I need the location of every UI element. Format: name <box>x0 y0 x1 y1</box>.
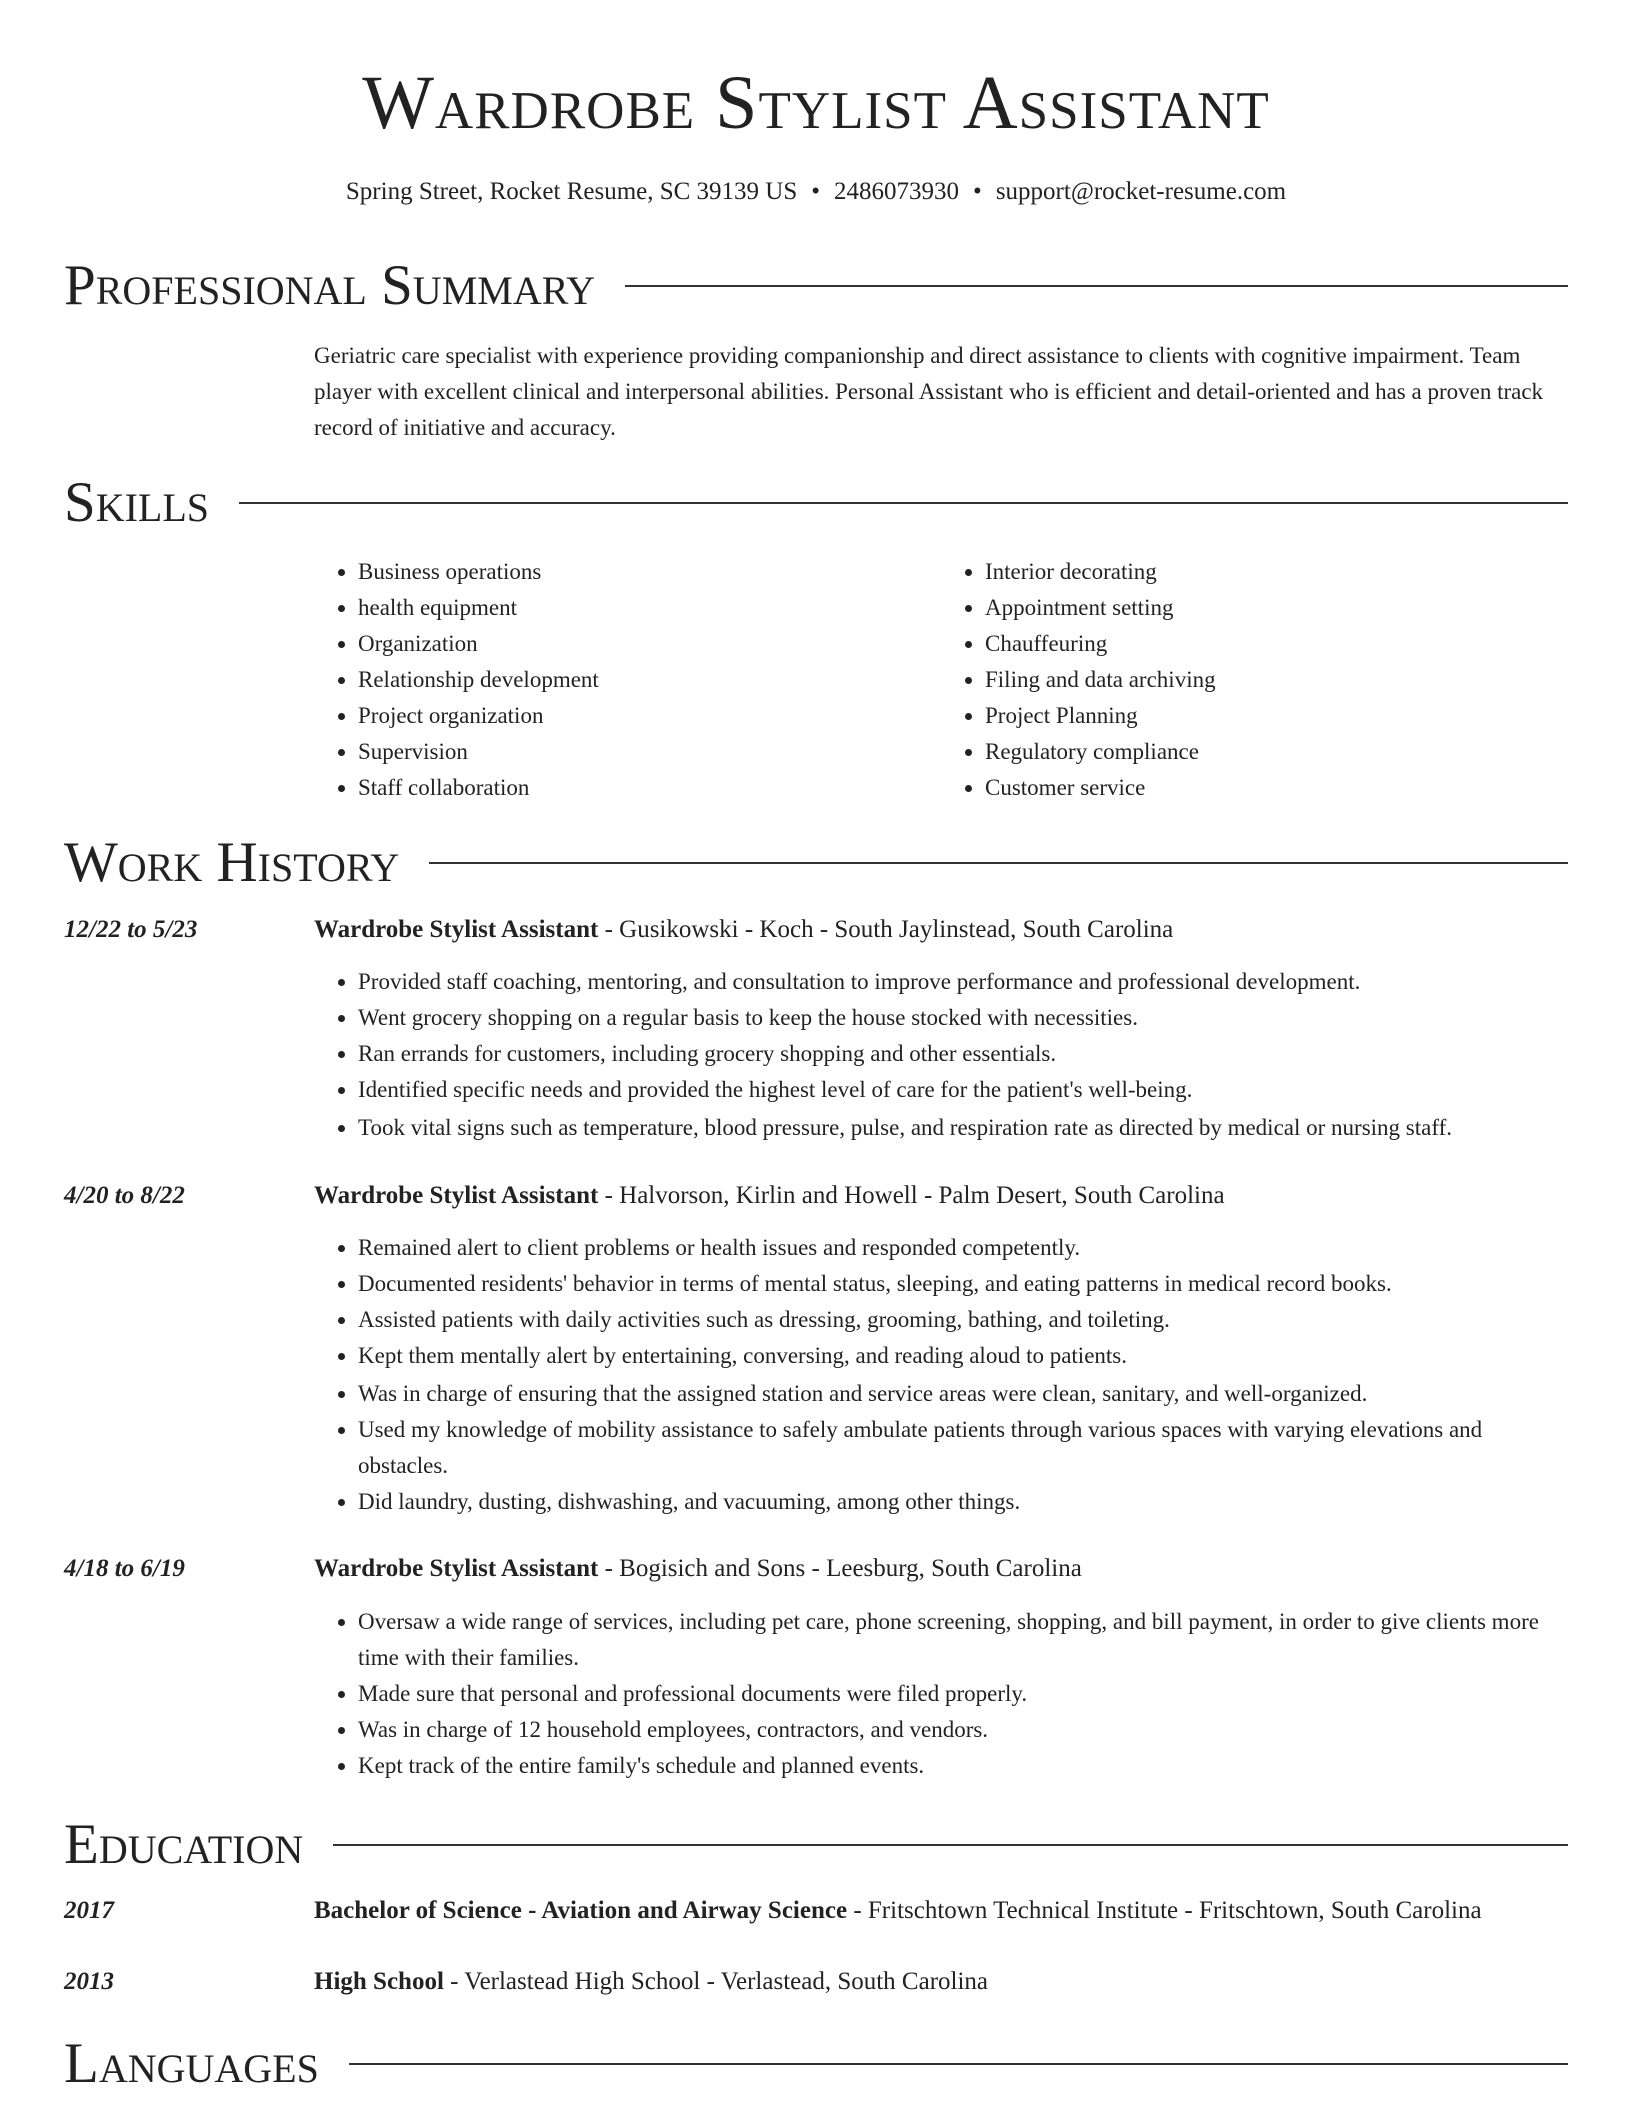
job-title: Wardrobe Stylist Assistant <box>314 1182 599 1209</box>
job-heading <box>314 1551 1568 1587</box>
education-degree: High School <box>314 1968 444 1995</box>
skill-item: • Project Planning <box>985 698 1568 734</box>
list-item: • Made sure that personal and professional documents were filed properly. <box>358 1676 1568 1712</box>
section-title: Languages <box>64 2032 319 2095</box>
contact-phone: 2486073930 <box>834 178 960 205</box>
section-divider <box>625 285 1568 287</box>
education-year: 2017 <box>64 1897 114 1924</box>
skill-item: • Filing and data archiving <box>985 662 1568 698</box>
section-title: Professional Summary <box>64 254 596 317</box>
section-header-languages <box>64 2029 1568 2099</box>
list-item: • Used my knowledge of mobility assistance to safely ambulate patients through various spaces with varying elevations and obstacles. <box>358 1412 1568 1484</box>
list-item: • Took vital signs such as temperature, blood pressure, pulse, and respiration rate as directed by medical or nursing staff. <box>358 1110 1568 1146</box>
section-header-work-history <box>64 828 1568 898</box>
job-dates: 4/20 to 8/22 <box>64 1182 185 1209</box>
section-title: Work History <box>64 831 400 894</box>
education-heading <box>314 1964 1568 2000</box>
education-degree: Bachelor of Science - Aviation and Airway Science <box>314 1897 848 1924</box>
contact-address: Spring Street, Rocket Resume, SC 39139 US <box>345 178 798 205</box>
skill-item: • Regulatory compliance <box>985 734 1568 770</box>
job-bullets <box>314 964 1568 1146</box>
skill-item: • Organization <box>358 626 941 662</box>
list-item: • Was in charge of 12 household employees, contractors, and vendors. <box>358 1712 1568 1748</box>
skills-column-left <box>314 554 941 806</box>
section-header-skills <box>64 468 1568 538</box>
section-divider <box>239 502 1568 504</box>
skill-item: • Staff collaboration <box>358 770 941 806</box>
education-year: 2013 <box>64 1968 114 1995</box>
skill-item: • Business operations <box>358 554 941 590</box>
skills-column-right <box>941 554 1568 806</box>
list-item: • Identified specific needs and provided the highest level of care for the patient's well-being. <box>358 1072 1568 1108</box>
job-title: Wardrobe Stylist Assistant <box>314 916 599 943</box>
list-item: • Documented residents' behavior in terms of mental status, sleeping, and eating patterns in medical record books. <box>358 1266 1568 1302</box>
job-employer: - Gusikowski - Koch - South Jaylinstead, South Carolina <box>598 916 1174 943</box>
section-header-education <box>64 1810 1568 1880</box>
job-bullets <box>314 1604 1568 1784</box>
list-item: • Assisted patients with daily activities such as dressing, grooming, bathing, and toileting. <box>358 1302 1568 1338</box>
list-item: • Remained alert to client problems or health issues and responded competently. <box>358 1230 1568 1266</box>
contact-line <box>0 174 1632 210</box>
skill-item: • health equipment <box>358 590 941 626</box>
list-item: • Kept track of the entire family's schedule and planned events. <box>358 1748 1568 1784</box>
job-employer: - Bogisich and Sons - Leesburg, South Carolina <box>598 1555 1082 1582</box>
skill-item: • Appointment setting <box>985 590 1568 626</box>
list-item: • Kept them mentally alert by entertaining, conversing, and reading aloud to patients. <box>358 1338 1568 1374</box>
education-school: - Verlastead High School - Verlastead, South Carolina <box>443 1968 989 1995</box>
list-item: • Ran errands for customers, including grocery shopping and other essentials. <box>358 1036 1568 1072</box>
education-heading <box>314 1893 1568 1929</box>
list-item: • Did laundry, dusting, dishwashing, and vacuuming, among other things. <box>358 1484 1568 1520</box>
job-dates: 12/22 to 5/23 <box>64 916 198 943</box>
skill-item: • Customer service <box>985 770 1568 806</box>
section-divider <box>333 1844 1568 1846</box>
job-title: Wardrobe Stylist Assistant <box>314 1555 599 1582</box>
list-item: • Provided staff coaching, mentoring, and consultation to improve performance and professional development. <box>358 964 1568 1000</box>
list-item: • Was in charge of ensuring that the assigned station and service areas were clean, sanitary, and well-organized. <box>358 1376 1568 1412</box>
contact-separator: • <box>811 178 821 205</box>
skill-item: • Chauffeuring <box>985 626 1568 662</box>
section-divider <box>349 2063 1568 2065</box>
skill-item: • Relationship development <box>358 662 941 698</box>
job-dates: 4/18 to 6/19 <box>64 1555 185 1582</box>
summary-text: Geriatric care specialist with experience providing companionship and direct assistance to clients with cognitive impairment. Team player with excellent clinical and interpersonal abilities. Personal Assistant who is efficient and detail-oriented and has a proven track record of initiative and accuracy. <box>314 343 1544 440</box>
list-item: • Went grocery shopping on a regular basis to keep the house stocked with necessities. <box>358 1000 1568 1036</box>
section-title: Education <box>64 1813 304 1876</box>
skill-item: • Supervision <box>358 734 941 770</box>
contact-email: support@rocket-resume.com <box>995 178 1287 205</box>
section-title: Skills <box>64 471 210 534</box>
section-divider <box>429 862 1568 864</box>
skill-item: • Project organization <box>358 698 941 734</box>
job-heading <box>314 912 1568 948</box>
skills-list <box>314 554 1568 806</box>
list-item: • Oversaw a wide range of services, including pet care, phone screening, shopping, and bill payment, in order to give clients more time with their families. <box>358 1604 1568 1676</box>
skill-item: • Interior decorating <box>985 554 1568 590</box>
resume-name: Wardrobe Stylist Assistant <box>362 61 1270 145</box>
job-employer: - Halvorson, Kirlin and Howell - Palm Desert, South Carolina <box>598 1182 1225 1209</box>
education-school: - Fritschtown Technical Institute - Fritschtown, South Carolina <box>847 1897 1482 1924</box>
contact-separator: • <box>973 178 982 205</box>
job-heading <box>314 1178 1568 1214</box>
job-bullets <box>314 1230 1568 1520</box>
section-header-summary <box>64 251 1568 321</box>
